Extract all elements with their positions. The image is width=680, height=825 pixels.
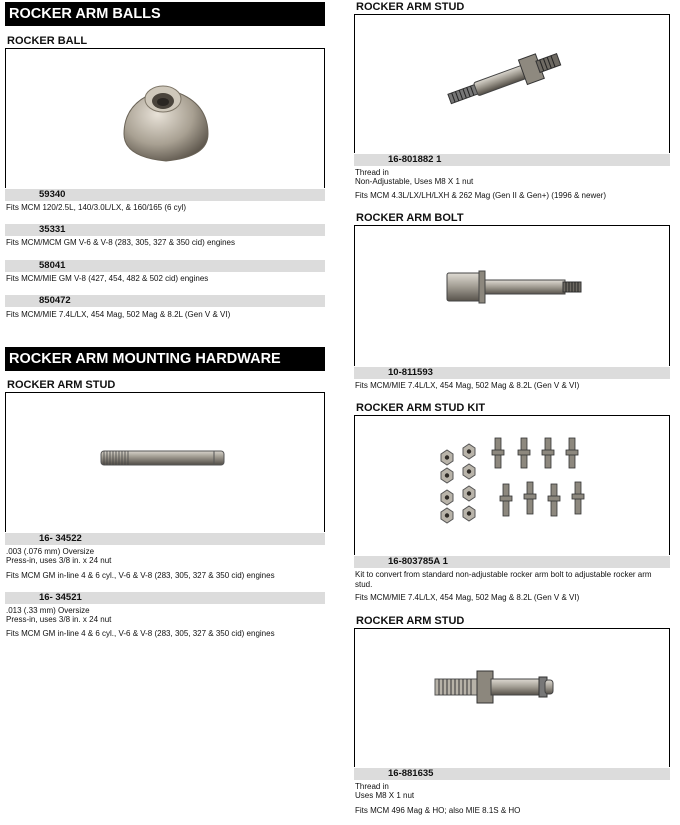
bolt-image-frame — [354, 226, 670, 366]
rocker-arm-stud-section-title: ROCKER ARM STUD — [354, 0, 670, 15]
mounting-hardware-banner: ROCKER ARM MOUNTING HARDWARE — [5, 347, 325, 371]
part-number-850472: 850472 — [5, 295, 325, 307]
part-number-35331: 35331 — [5, 224, 325, 236]
rocker-arm-stud-kit-section-title: ROCKER ARM STUD KIT — [354, 401, 670, 416]
rocker-arm-stud-section-title: ROCKER ARM STUD — [5, 378, 325, 393]
part-spec: Thread in — [355, 168, 389, 177]
part-spec: .003 (.076 mm) Oversize — [6, 547, 95, 556]
press-in-stud-image — [6, 393, 324, 532]
part-number-59340: 59340 — [5, 189, 325, 201]
rocker-ball-image — [6, 49, 324, 188]
rocker-arm-bolt-section-title: ROCKER ARM BOLT — [354, 211, 670, 226]
rocker-arm-bolt-image — [355, 226, 669, 366]
part-fitment: Fits MCM 496 Mag & HO; also MIE 8.1S & HO — [355, 806, 521, 815]
part-spec: Non-Adjustable, Uses M8 X 1 nut — [355, 177, 474, 186]
part-spec: .013 (.33 mm) Oversize — [6, 606, 90, 615]
part-number-16-34521: 16- 34521 — [5, 592, 325, 604]
part-fitment: Fits MCM/MIE GM V-8 (427, 454, 482 & 502 cid) engines — [6, 274, 209, 283]
part-spec: Thread in — [355, 782, 389, 791]
part-spec: Kit to convert from standard non-adjustable rocker arm bolt to adjustable rocker arm stud. — [355, 570, 652, 589]
part-spec: Press-in, uses 3/8 in. x 24 nut — [6, 615, 112, 624]
part-number-10-811593: 10-811593 — [354, 367, 670, 379]
part-fitment: Fits MCM 120/2.5L, 140/3.0L/LX, & 160/165 (6 cyl) — [6, 203, 187, 212]
rocker-ball-section-title: ROCKER BALL — [5, 34, 325, 49]
part-number-16-803785a: 16-803785A 1 — [354, 556, 670, 568]
thread-in-stud-image — [355, 15, 669, 153]
thread-in-stud-2-image — [355, 629, 669, 767]
part-fitment: Fits MCM/MIE 7.4L/LX, 454 Mag, 502 Mag & 8.2L (Gen V & VI) — [355, 381, 580, 390]
rocker-ball-image-frame — [5, 49, 325, 188]
part-spec: Press-in, uses 3/8 in. x 24 nut — [6, 556, 112, 565]
part-fitment: Fits MCM GM in-line 4 & 6 cyl., V-6 & V-8 (283, 305, 327 & 350 cid) engines — [6, 571, 275, 580]
part-fitment: Fits MCM/MCM GM V-6 & V-8 (283, 305, 327 & 350 cid) engines — [6, 238, 235, 247]
stud-kit-image — [355, 416, 669, 555]
part-fitment: Fits MCM/MIE 7.4L/LX, 454 Mag, 502 Mag & 8.2L (Gen V & VI) — [6, 310, 231, 319]
part-fitment: Fits MCM/MIE 7.4L/LX, 454 Mag, 502 Mag & 8.2L (Gen V & VI) — [355, 593, 580, 602]
kit-image-frame — [354, 416, 670, 555]
part-number-16-801882: 16-801882 1 — [354, 154, 670, 166]
part-number-16-34522: 16- 34522 — [5, 533, 325, 545]
part-number-16-881635: 16-881635 — [354, 768, 670, 780]
rocker-arm-balls-banner: ROCKER ARM BALLS — [5, 2, 325, 26]
rocker-arm-stud-section-title: ROCKER ARM STUD — [354, 614, 670, 629]
part-fitment: Fits MCM 4.3L/LX/LH/LXH & 262 Mag (Gen II & Gen+) (1996 & newer) — [355, 191, 606, 200]
part-fitment: Fits MCM GM in-line 4 & 6 cyl., V-6 & V-8 (283, 305, 327 & 350 cid) engines — [6, 629, 275, 638]
part-number-58041: 58041 — [5, 260, 325, 272]
stud-image-frame — [354, 15, 670, 153]
rocker-arm-stud-image-frame — [5, 393, 325, 532]
stud2-image-frame — [354, 629, 670, 767]
part-spec: Uses M8 X 1 nut — [355, 791, 415, 800]
